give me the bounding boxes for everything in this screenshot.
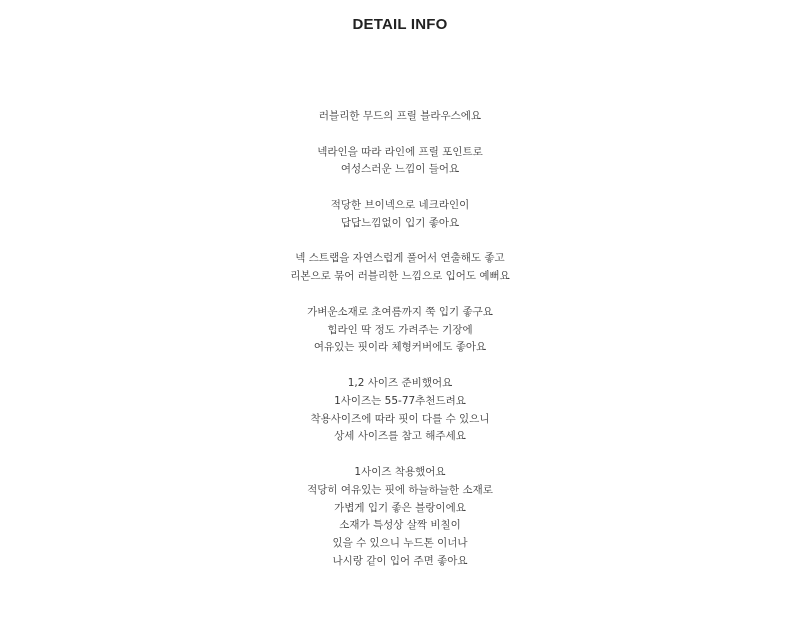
description-line: 적당히 여유있는 핏에 하늘하늘한 소재로 <box>307 483 493 496</box>
description-line: 답답느낌없이 입기 좋아요 <box>340 216 460 229</box>
description-line: 러블리한 무드의 프릴 블라우스에요 <box>318 110 482 122</box>
description-line: 소재가 특성상 살짝 비칠이 <box>339 519 461 532</box>
description-line: 1사이즈 착용했어요 <box>354 465 446 478</box>
description-line: 상세 사이즈를 참고 해주세요 <box>334 430 466 443</box>
description-line: 여유있는 핏이라 체형커버에도 좋아요 <box>313 341 487 354</box>
description-line: 착용사이즈에 따라 핏이 다를 수 있으니 <box>310 412 490 425</box>
description-line: 1사이즈는 55-77추천드려요 <box>334 394 466 407</box>
description-line: 넥 스트랩을 자연스럽게 풀어서 연출해도 좋고 <box>295 252 505 265</box>
description-line: 넥라인을 따라 라인에 프릴 포인트로 <box>317 145 483 158</box>
section-title: DETAIL INFO <box>352 16 448 33</box>
description-line: 있을 수 있으니 누드톤 이너나 <box>332 537 468 550</box>
description-body <box>0 108 800 571</box>
description-line: 여성스러운 느낌이 들어요 <box>340 163 460 176</box>
description-line: 나시랑 같이 입어 주면 좋아요 <box>332 554 468 567</box>
description-paragraph <box>0 375 800 446</box>
description-line: 가벼운소재로 초여름까지 쭉 입기 좋구요 <box>307 305 493 318</box>
description-paragraph <box>0 464 800 571</box>
description-paragraph <box>0 250 800 286</box>
description-line: 가볍게 입기 좋은 블랑이에요 <box>334 501 466 514</box>
description-paragraph <box>0 108 800 126</box>
description-line: 적당한 브이넥으로 네크라인이 <box>330 198 470 211</box>
description-line: 힙라인 딱 정도 가려주는 기장에 <box>327 323 473 336</box>
description-paragraph <box>0 197 800 233</box>
description-paragraph <box>0 304 800 357</box>
description-line: 1,2 사이즈 준비했어요 <box>347 376 453 389</box>
description-line: 리본으로 묶어 러블리한 느낌으로 입어도 예뻐요 <box>290 270 510 283</box>
description-paragraph <box>0 144 800 180</box>
